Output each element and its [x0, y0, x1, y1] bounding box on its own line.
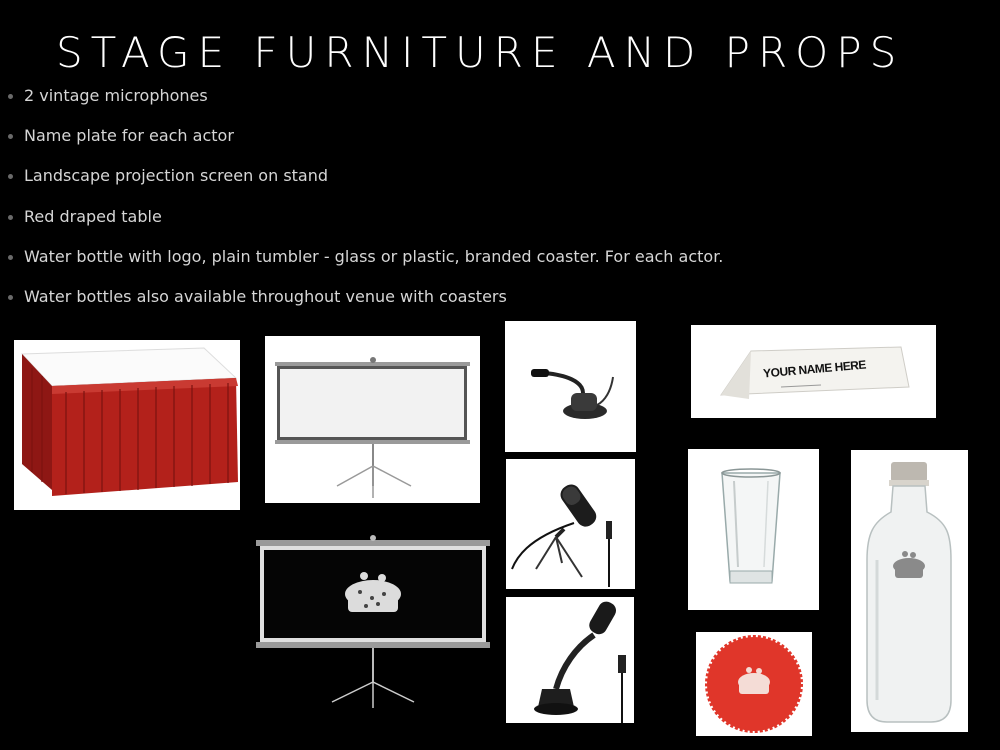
- list-item: [8, 84, 723, 124]
- name-plate-image: [691, 325, 936, 418]
- list-item-text: Name plate for each actor: [24, 126, 234, 146]
- props-list: [8, 84, 723, 325]
- list-item: [8, 285, 723, 325]
- branded-projection-screen-image: [256, 532, 490, 710]
- gooseneck-usb-microphone-image: [506, 597, 634, 723]
- projection-screen-image: [265, 336, 480, 503]
- water-bottle-image: [851, 450, 968, 732]
- red-draped-table-image: [14, 340, 240, 510]
- bullet-icon: [8, 215, 13, 220]
- branded-coaster-image: [696, 632, 812, 736]
- slide-title: STAGE FURNITURE AND PROPS: [56, 28, 905, 77]
- bullet-icon: [8, 134, 13, 139]
- bullet-icon: [8, 295, 13, 300]
- bullet-icon: [8, 174, 13, 179]
- bullet-icon: [8, 94, 13, 99]
- usb-microphone-image: [506, 459, 635, 589]
- list-item-text: 2 vintage microphones: [24, 86, 208, 105]
- bullet-icon: [8, 255, 13, 260]
- desk-microphone-image: [505, 321, 636, 452]
- list-item-text: Landscape projection screen on stand: [24, 166, 329, 186]
- list-item: [8, 124, 723, 164]
- name-plate-label: YOUR NAME HERE: [762, 357, 867, 381]
- list-item-text: Water bottles also available throughout venue with coasters: [24, 286, 507, 306]
- list-item: [8, 164, 723, 204]
- list-item-text: Red draped table: [24, 206, 162, 226]
- list-item: [8, 245, 723, 285]
- glass-tumbler-image: [688, 449, 819, 610]
- list-item-text: Water bottle with logo, plain tumbler - glass or plastic, branded coaster. For each actor.: [24, 246, 724, 266]
- list-item: [8, 205, 723, 245]
